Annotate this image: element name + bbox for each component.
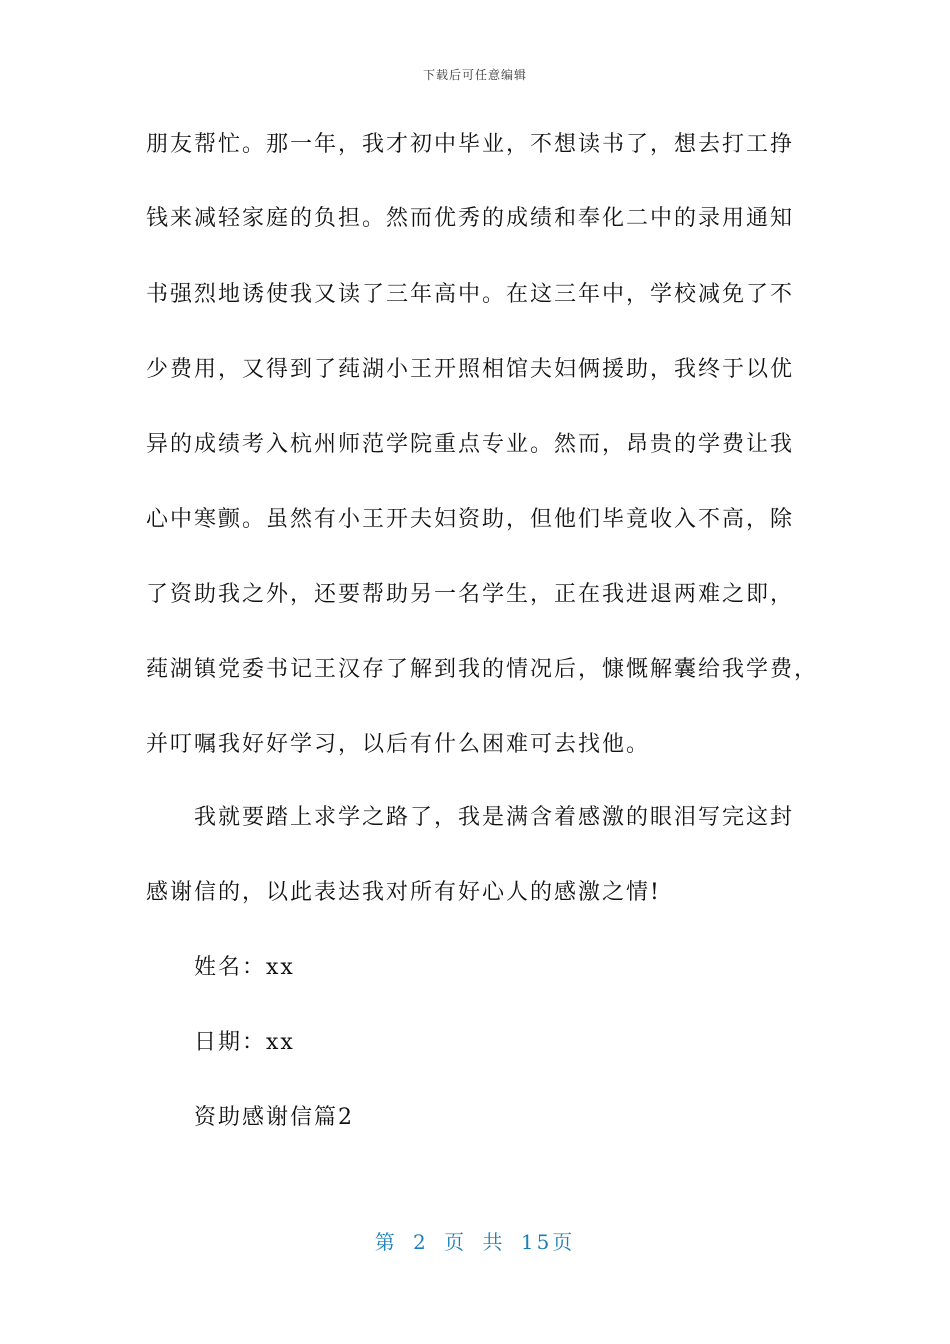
text-line: 莼湖镇党委书记王汉存了解到我的情况后，慷慨解囊给我学费， [146, 657, 819, 682]
text-line: 少费用，又得到了莼湖小王开照相馆夫妇俩援助，我终于以优 [146, 357, 795, 382]
text-line: 异的成绩考入杭州师范学院重点专业。然而，昂贵的学费让我 [146, 432, 795, 457]
signature-name: 姓名：xx [194, 955, 295, 980]
page-header: 下载后可任意编辑 [422, 68, 527, 82]
text-line: 感谢信的，以此表达我对所有好心人的感激之情! [146, 880, 661, 905]
text-line: 并叮嘱我好好学习，以后有什么困难可去找他。 [146, 732, 651, 757]
paragraph-start-line: 我就要踏上求学之路了，我是满含着感激的眼泪写完这封 [194, 805, 795, 830]
page-number-footer: 第 2 页 共 15页 [374, 1230, 576, 1254]
text-line: 心中寒颤。虽然有小王开夫妇资助，但他们毕竟收入不高，除 [146, 507, 795, 532]
signature-date: 日期：xx [194, 1030, 295, 1055]
section-title: 资助感谢信篇2 [194, 1105, 354, 1130]
text-line: 朋友帮忙。那一年，我才初中毕业，不想读书了，想去打工挣 [146, 132, 795, 157]
text-line: 钱来减轻家庭的负担。然而优秀的成绩和奉化二中的录用通知 [146, 206, 795, 231]
text-line: 了资助我之外，还要帮助另一名学生，正在我进退两难之即， [146, 582, 795, 607]
text-line: 书强烈地诱使我又读了三年高中。在这三年中，学校减免了不 [146, 282, 795, 307]
